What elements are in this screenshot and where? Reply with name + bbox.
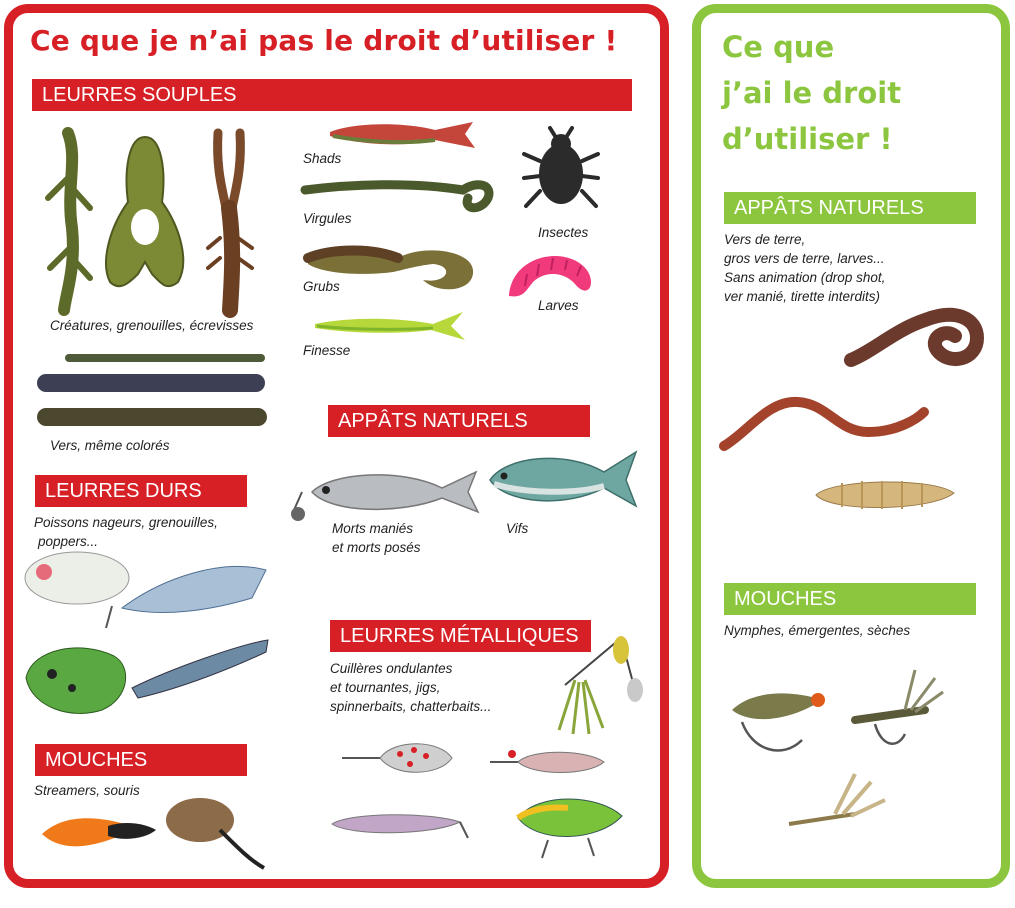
caption-line: Morts maniés xyxy=(332,521,414,536)
grub-lure-illustration xyxy=(303,240,478,300)
lizard-lure-illustration xyxy=(38,128,98,313)
caption-finesse: Finesse xyxy=(303,343,351,358)
vibration-lure-illustration xyxy=(508,788,628,860)
finesse-lure-illustration xyxy=(313,310,468,342)
caption-line: spinnerbaits, chatterbaits... xyxy=(330,699,492,714)
worm-lures-illustration xyxy=(35,352,270,432)
hard-lures-illustration xyxy=(22,548,272,738)
caption-shads: Shads xyxy=(303,151,342,166)
emerger-fly-illustration xyxy=(845,664,955,752)
allowed-title-line: d’utiliser ! xyxy=(722,122,893,156)
caption-line: et morts posés xyxy=(332,540,421,555)
forbidden-title: Ce que je n’ai pas le droit d’utiliser ! xyxy=(30,24,618,57)
caption-virgules: Virgules xyxy=(303,211,352,226)
caption-creatures: Créatures, grenouilles, écrevisses xyxy=(50,318,254,333)
spoon-lure-illustration xyxy=(340,736,460,780)
dry-fly-illustration xyxy=(785,770,895,842)
caption-morts xyxy=(332,519,421,557)
caption-line: ver manié, tirette interdits) xyxy=(724,289,881,304)
caption-grubs: Grubs xyxy=(303,279,340,294)
section-leurres-souples: LEURRES SOUPLES xyxy=(32,79,632,111)
larva-illustration xyxy=(812,475,960,515)
spinner-lure-illustration xyxy=(488,744,608,780)
section-appats-naturels-forbidden: APPÂTS NATURELS xyxy=(328,405,590,437)
caption-line: poppers... xyxy=(38,534,99,549)
section-leurres-metalliques: LEURRES MÉTALLIQUES xyxy=(330,620,591,652)
allowed-title-line: j’ai le droit xyxy=(722,76,902,110)
caption-metalliques xyxy=(330,659,491,716)
caption-line: et tournantes, jigs, xyxy=(330,680,441,695)
caption-vifs: Vifs xyxy=(506,521,529,536)
caption-line: Poissons nageurs, grenouilles, xyxy=(34,515,218,530)
insect-lure-illustration xyxy=(522,126,600,218)
nymph-fly-illustration xyxy=(722,670,834,762)
allowed-title xyxy=(722,24,901,162)
streamer-fly-illustration xyxy=(38,800,160,870)
caption-line: Vers de terre, xyxy=(724,232,806,247)
mouse-fly-illustration xyxy=(160,790,270,872)
curly-tail-lure-illustration xyxy=(303,170,498,215)
section-mouches-allowed: MOUCHES xyxy=(724,583,976,615)
section-appats-naturels-allowed: APPÂTS NATURELS xyxy=(724,192,976,224)
caption-larves: Larves xyxy=(538,298,579,313)
caption-mouches-allowed: Nymphes, émergentes, sèches xyxy=(724,623,911,638)
shad-lure-illustration xyxy=(325,120,480,150)
caption-vers: Vers, même colorés xyxy=(50,438,170,453)
jig-lure-illustration xyxy=(330,808,470,842)
caption-line: Sans animation (drop shot, xyxy=(724,270,886,285)
allowed-title-line: Ce que xyxy=(722,30,835,64)
frog-lure-illustration xyxy=(100,132,195,292)
live-bait-fish-illustration xyxy=(486,446,638,510)
caption-line: gros vers de terre, larves... xyxy=(724,251,885,266)
caption-mouches-forbidden: Streamers, souris xyxy=(34,783,140,798)
section-leurres-durs: LEURRES DURS xyxy=(35,475,247,507)
crawfish-lure-illustration xyxy=(200,128,260,313)
big-worm-illustration xyxy=(845,290,985,378)
dead-bait-fish-illustration xyxy=(292,462,480,524)
caption-leurres-durs xyxy=(34,513,218,551)
spinnerbait-illustration xyxy=(555,630,645,738)
earthworm-illustration xyxy=(718,392,930,458)
caption-line: Cuillères ondulantes xyxy=(330,661,453,676)
larva-lure-illustration xyxy=(505,252,595,302)
section-mouches-forbidden: MOUCHES xyxy=(35,744,247,776)
caption-insectes: Insectes xyxy=(538,225,589,240)
